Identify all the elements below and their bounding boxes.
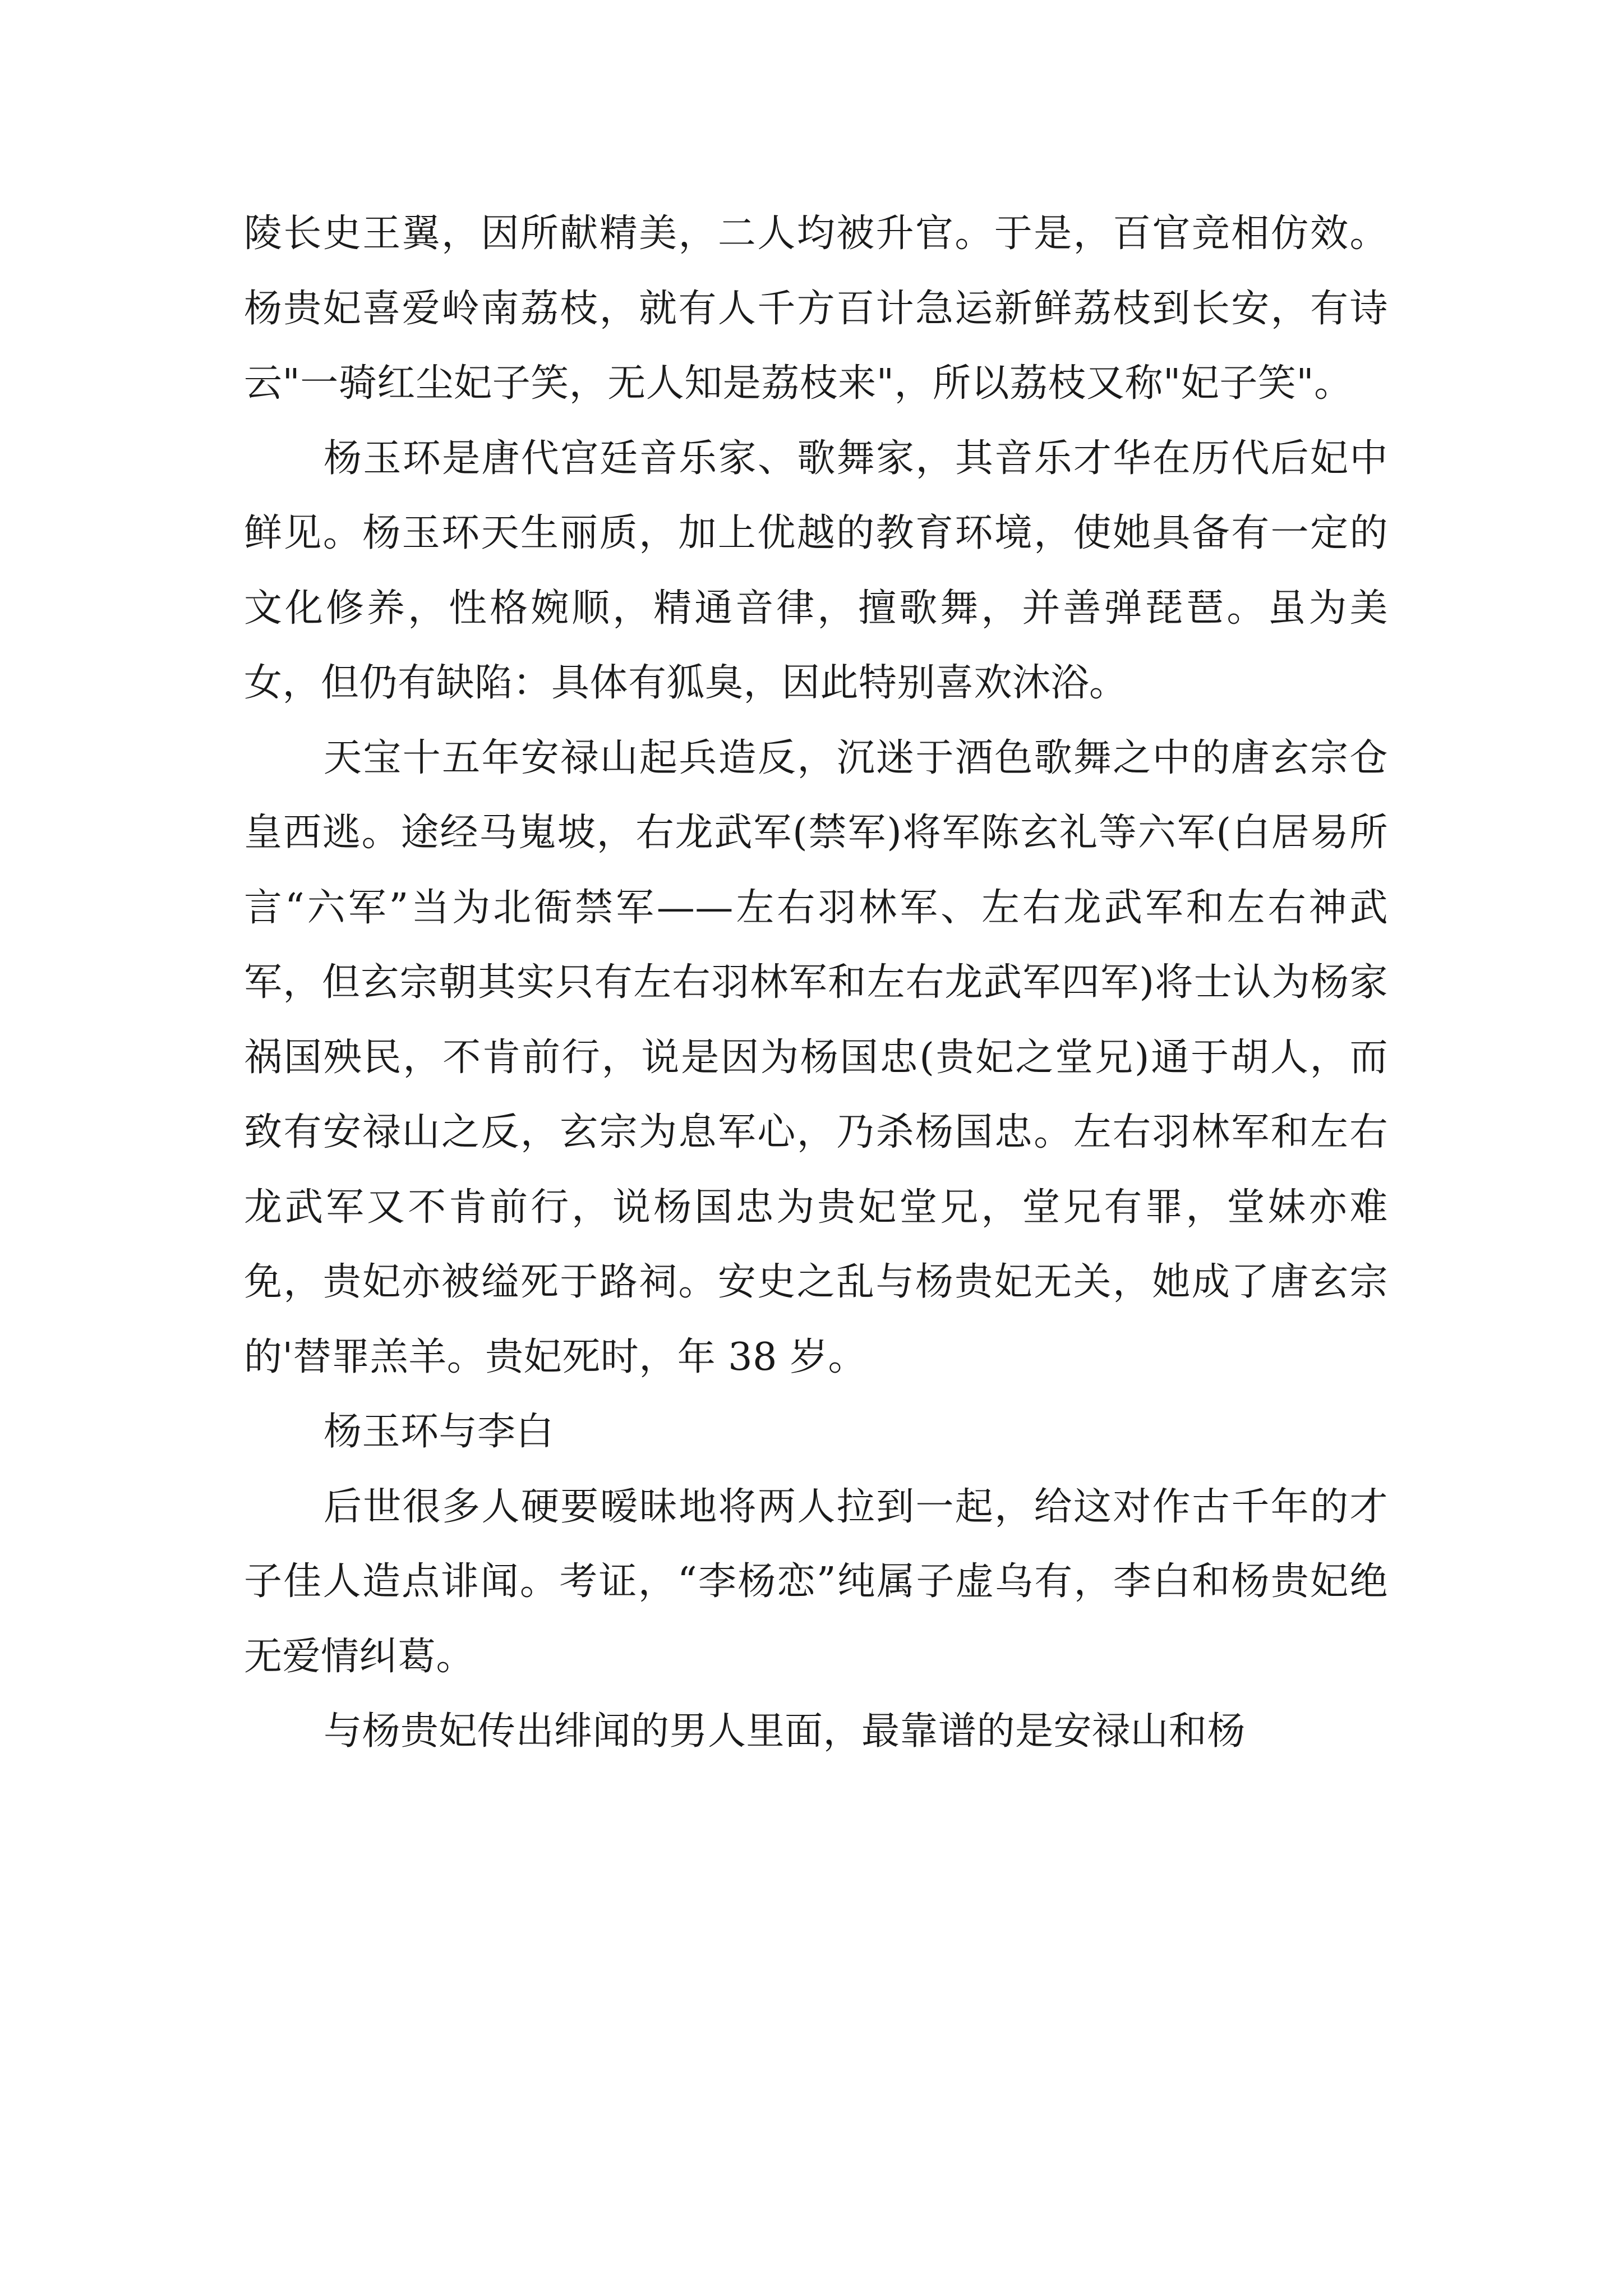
paragraph-mawei-rebellion: 天宝十五年安禄山起兵造反，沉迷于酒色歌舞之中的唐玄宗仓皇西逃。途经马嵬坡，右龙武军(禁军)将军陈玄礼等六军(白居易所言“六军”当为北衙禁军——左右羽林军、左右龙武军和左右神武军，但玄宗朝其实只有左右羽林军和左右龙武军四军)将士认为杨家祸国殃民，不肯前行，说是因为杨国忠(贵妃之堂兄)通于胡人，而致有安禄山之反，玄宗为息军心，乃杀杨国忠。左右羽林军和左右龙武军又不肯前行，说杨国忠为贵妃堂兄，堂兄有罪，堂妹亦难免，贵妃亦被缢死于路祠。安史之乱与杨贵妃无关，她成了唐玄宗的'替罪羔羊。贵妃死时，年 38 岁。	[244, 735, 1388, 1379]
paragraph-music-talent: 杨玉环是唐代宫廷音乐家、歌舞家，其音乐才华在历代后妃中鲜见。杨玉环天生丽质，加上优越的教育环境，使她具备有一定的文化修养，性格婉顺，精通音律，擅歌舞，并善弹琵琶。虽为美女，但仍有缺陷：具体有狐臭，因此特别喜欢沐浴。	[244, 436, 1388, 705]
paragraph-lychee: 陵长史王翼，因所献精美，二人均被升官。于是，百官竞相仿效。杨贵妃喜爱岭南荔枝，就有人千方百计急运新鲜荔枝到长安，有诗云"一骑红尘妃子笑，无人知是荔枝来"，所以荔枝又称"妃子笑"。	[244, 211, 1388, 406]
paragraph-li-bai: 后世很多人硬要暧昧地将两人拉到一起，给这对作古千年的才子佳人造点诽闻。考证，“李杨恋”纯属子虚乌有，李白和杨贵妃绝无爱情纠葛。	[244, 1484, 1388, 1679]
section-heading: 杨玉环与李白	[324, 1410, 555, 1454]
document-body	[244, 196, 1388, 1769]
paragraph-rumors: 与杨贵妃传出绯闻的男人里面，最靠谱的是安禄山和杨	[324, 1709, 1246, 1754]
